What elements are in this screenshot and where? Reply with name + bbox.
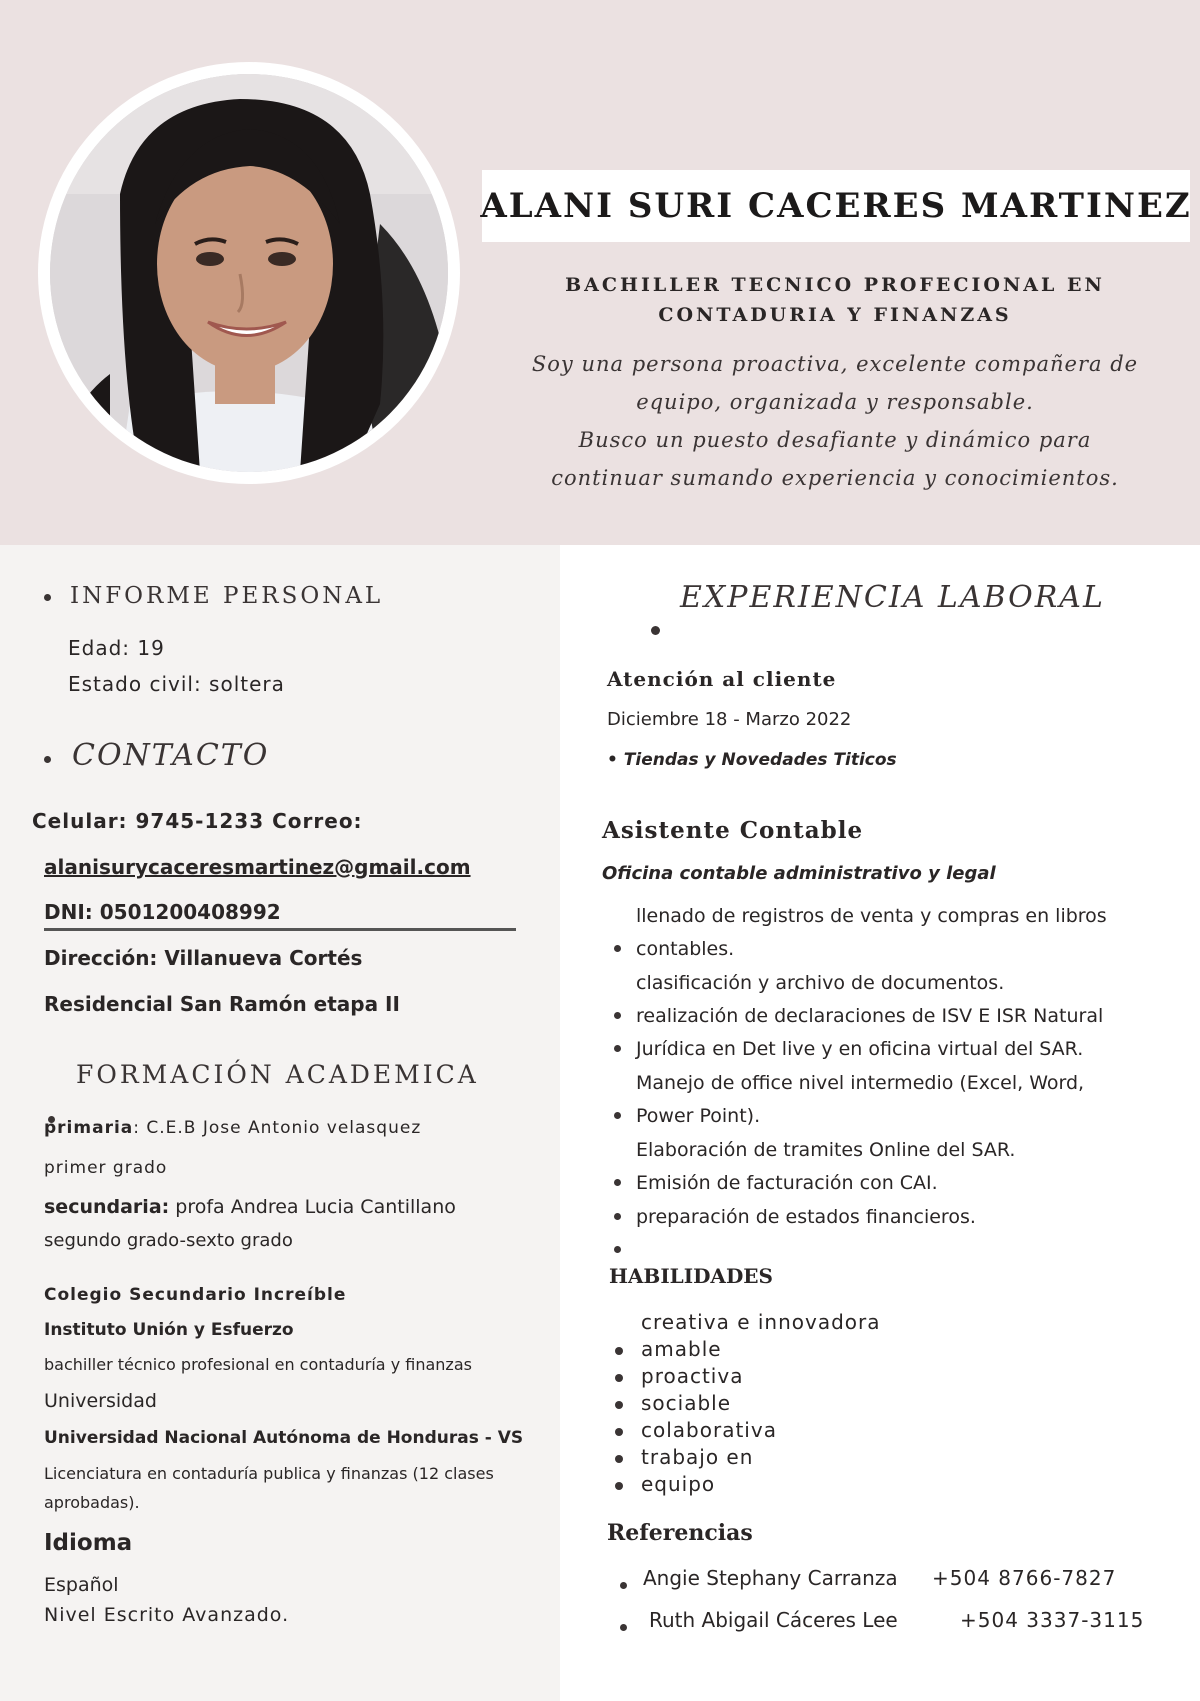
language-heading: Idioma — [44, 1530, 133, 1556]
university-name: Universidad Nacional Autónoma de Honduras - VS — [44, 1428, 524, 1448]
bullet-icon — [615, 1482, 623, 1490]
reference-phone: +504 8766-7827 — [932, 1566, 1117, 1590]
bullet-icon — [44, 594, 51, 601]
email-link[interactable]: alanisurycaceresmartinez@gmail.com — [44, 855, 471, 879]
bullet-icon — [620, 1582, 627, 1589]
school-name-2: Instituto Unión y Esfuerzo — [44, 1320, 294, 1340]
bullet-icon — [614, 945, 621, 952]
summary-line: Busco un puesto desafiante y dinámico para — [578, 428, 1092, 452]
dni-text: DNI: 0501200408992 — [44, 900, 281, 924]
school-name-1: Colegio Secundario Increíble — [44, 1285, 347, 1305]
secondary-school — [44, 1196, 456, 1218]
task-line: clasificación y archivo de documentos. — [636, 972, 1005, 994]
bullet-icon — [614, 1012, 621, 1019]
secondary-grade: segundo grado-sexto grado — [44, 1230, 293, 1251]
job-1-title: Atención al cliente — [607, 667, 837, 691]
task-line: Elaboración de tramites Online del SAR. — [636, 1139, 1016, 1161]
reference-phone: +504 3337-3115 — [960, 1608, 1145, 1632]
university-label: Universidad — [44, 1390, 157, 1412]
secondary-value: profa Andrea Lucia Cantillano — [169, 1196, 456, 1218]
education-heading: FORMACIÓN ACADEMICA — [76, 1060, 479, 1089]
title-line-1: BACHILLER TECNICO PROFECIONAL EN — [565, 274, 1105, 296]
bullet-icon — [614, 1246, 621, 1253]
skill-item: amable — [641, 1337, 722, 1361]
skill-item: sociable — [641, 1391, 732, 1415]
contact-heading: CONTACTO — [72, 738, 270, 773]
name-box — [482, 170, 1190, 242]
task-line: Emisión de facturación con CAI. — [636, 1172, 938, 1194]
primary-value: : C.E.B Jose Antonio velasquez — [133, 1118, 422, 1138]
task-line: realización de declaraciones de ISV E ISR Natural — [636, 1005, 1104, 1027]
bullet-icon — [615, 1455, 623, 1463]
civil-status-text: Estado civil: soltera — [68, 672, 285, 696]
portrait-illustration — [50, 74, 448, 472]
summary-line: equipo, organizada y responsable. — [636, 390, 1034, 414]
experience-heading: EXPERIENCIA LABORAL — [680, 580, 1105, 615]
skill-item: equipo — [641, 1472, 716, 1496]
job-1-company: • Tiendas y Novedades Titicos — [607, 750, 897, 770]
task-line: Power Point). — [636, 1105, 761, 1127]
language-level: Nivel Escrito Avanzado. — [44, 1604, 290, 1626]
bullet-icon — [44, 756, 51, 763]
professional-title — [530, 270, 1140, 330]
bullet-icon — [614, 1045, 621, 1052]
primary-label: primaria — [44, 1118, 134, 1138]
address-line-2: Residencial San Ramón etapa II — [44, 992, 400, 1016]
profile-photo — [50, 74, 448, 472]
school-degree: bachiller técnico profesional en contaduría y finanzas — [44, 1355, 472, 1374]
skills-heading: HABILIDADES — [609, 1264, 773, 1288]
task-line: llenado de registros de venta y compras en libros — [636, 905, 1107, 927]
primary-grade: primer grado — [44, 1158, 168, 1178]
personal-heading: INFORME PERSONAL — [70, 583, 384, 609]
skill-item: colaborativa — [641, 1418, 777, 1442]
address-line-1: Dirección: Villanueva Cortés — [44, 946, 363, 970]
bullet-icon — [651, 626, 660, 635]
full-name: ALANI SURI CACERES MARTINEZ — [480, 186, 1192, 226]
university-degree-line-1: Licenciatura en contaduría publica y finanzas (12 clases — [44, 1464, 494, 1483]
bullet-icon — [615, 1428, 623, 1436]
skill-item: proactiva — [641, 1364, 744, 1388]
bullet-icon — [620, 1624, 627, 1631]
university-degree-line-2: aprobadas). — [44, 1493, 140, 1512]
bullet-icon — [615, 1401, 623, 1409]
bullet-icon — [615, 1374, 623, 1382]
skill-item: trabajo en — [641, 1445, 754, 1469]
skill-item: creativa e innovadora — [641, 1310, 881, 1334]
divider-line — [44, 928, 516, 931]
summary-line: continuar sumando experiencia y conocimientos. — [551, 466, 1119, 490]
profile-summary — [505, 345, 1165, 497]
bullet-icon — [614, 1112, 621, 1119]
bullet-icon — [615, 1347, 623, 1355]
reference-name: Angie Stephany Carranza — [643, 1566, 898, 1590]
references-heading: Referencias — [607, 1520, 753, 1546]
age-text: Edad: 19 — [68, 636, 165, 660]
bullet-icon — [614, 1179, 621, 1186]
job-2-company: Oficina contable administrativo y legal — [602, 863, 996, 884]
title-line-2: CONTADURIA Y FINANZAS — [658, 304, 1012, 326]
secondary-label: secundaria: — [44, 1196, 170, 1218]
primary-school — [44, 1118, 421, 1138]
summary-line: Soy una persona proactiva, excelente compañera de — [531, 352, 1139, 376]
job-2-title: Asistente Contable — [602, 817, 864, 844]
reference-name: Ruth Abigail Cáceres Lee — [649, 1608, 898, 1632]
phone-email-label: Celular: 9745-1233 Correo: — [32, 809, 363, 833]
task-line: Manejo de office nivel intermedio (Excel, Word, — [636, 1072, 1085, 1094]
profile-photo-frame — [38, 62, 460, 484]
task-line: contables. — [636, 938, 735, 960]
job-1-dates: Diciembre 18 - Marzo 2022 — [607, 709, 852, 730]
task-line: preparación de estados financieros. — [636, 1206, 976, 1228]
bullet-icon — [614, 1213, 621, 1220]
language-name: Español — [44, 1574, 119, 1596]
task-line: Jurídica en Det live y en oficina virtual del SAR. — [636, 1038, 1084, 1060]
